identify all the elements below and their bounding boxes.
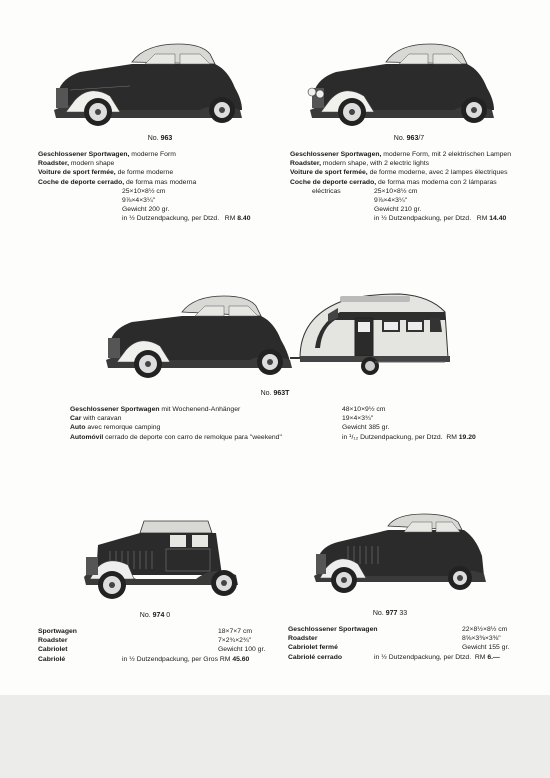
- desc-line: [290, 159, 511, 168]
- item-963t-number: [245, 390, 305, 397]
- price-line: [374, 653, 509, 662]
- desc-line: [70, 433, 282, 442]
- price: 45.60: [232, 655, 250, 663]
- desc-bold: Roadster,: [38, 160, 69, 168]
- car-963-7-illustration: [306, 40, 506, 130]
- desc-line: [288, 653, 378, 662]
- packing: in ¹/₁₂ Dutzendpackung, per Dtzd.: [342, 433, 443, 441]
- desc-rest: de forma mas moderna con 2 lámparas: [376, 178, 497, 186]
- desc-rest: de forma mas moderna: [124, 178, 197, 186]
- price: 14.40: [489, 215, 507, 223]
- packing: in ½ Dutzendpackung, per Gros: [122, 655, 218, 663]
- item-977-number: [360, 610, 420, 617]
- desc-bold: Car: [70, 415, 82, 423]
- number-value: 963T: [273, 390, 290, 397]
- desc-bold: Coche de deporte cerrado,: [38, 178, 125, 186]
- item-963-7-description: [290, 150, 511, 224]
- desc-line: [288, 634, 378, 643]
- desc-rest: mit Wochenend-Anhänger: [159, 406, 241, 413]
- desc-line: [38, 627, 77, 636]
- desc-line: [38, 168, 250, 177]
- number-value: 977: [385, 610, 398, 617]
- desc-rest: with caravan: [81, 415, 122, 423]
- weight: Gewicht 385 gr.: [342, 424, 390, 432]
- desc-bold: Voiture de sport fermée,: [290, 169, 368, 177]
- number-prefix: No.: [393, 135, 405, 142]
- number-prefix: No.: [372, 610, 384, 617]
- currency: RM: [224, 215, 236, 223]
- desc-bold: Coche de deporte cerrado,: [290, 178, 377, 186]
- price-line: [38, 214, 250, 223]
- dims-inch: 9⅞×4×3¼": [374, 197, 408, 205]
- dims-cm: 22×8½×8½ cm: [462, 626, 508, 633]
- dims-cm: 25×10×8½ cm: [122, 187, 166, 195]
- dims-cm: 25×10×8½ cm: [374, 187, 418, 195]
- desc-rest: de forme moderne, avec 2 lampes électriques: [367, 169, 508, 177]
- currency: RM: [476, 215, 488, 223]
- price: 8.40: [237, 215, 251, 223]
- desc-rest: avec remorque camping: [85, 424, 161, 432]
- desc-bold: Auto: [70, 424, 86, 432]
- dims-inch: 19×4×3¾": [342, 415, 374, 423]
- price: 6.—: [487, 653, 500, 661]
- dims-inch: 7×2¾×2¾": [218, 637, 252, 645]
- item-963t-description: [70, 405, 282, 442]
- number-value: 963: [406, 135, 419, 142]
- desc-line: [288, 643, 378, 652]
- weight: Gewicht 155 gr.: [462, 644, 510, 652]
- dims-cm: 18×7×7 cm: [218, 628, 253, 635]
- desc-bold: Geschlossener Sportwagen: [70, 406, 160, 413]
- number-prefix: No.: [147, 135, 159, 142]
- item-977-description: [288, 625, 378, 662]
- number-suffix: /7: [418, 135, 425, 142]
- desc-line: [38, 645, 77, 654]
- car-963t-caravan-illustration: [100, 288, 460, 383]
- car-974-illustration: [76, 515, 246, 607]
- desc-line: [38, 636, 77, 645]
- packing: in ½ Dutzendpackung, per Dtzd.: [374, 215, 472, 223]
- currency: RM: [219, 655, 231, 663]
- desc-bold: Cabriolet: [38, 646, 68, 654]
- desc-line: [288, 625, 378, 634]
- item-974-specs: [122, 627, 265, 664]
- item-963-description: [38, 150, 250, 224]
- desc-bold: Roadster,: [290, 160, 321, 168]
- desc-rest: de forme moderne: [115, 169, 174, 177]
- desc-line: [70, 405, 282, 414]
- desc-line: [70, 423, 282, 432]
- desc-line: [38, 178, 250, 187]
- desc-line: [290, 178, 511, 187]
- desc-bold: Cabriolé cerrado: [288, 653, 343, 661]
- price: 19.20: [458, 433, 476, 441]
- desc-rest: moderne Form: [129, 151, 176, 158]
- weight: Gewicht 100 gr.: [218, 646, 266, 654]
- number-prefix: No.: [139, 612, 151, 619]
- currency: RM: [446, 433, 457, 441]
- item-974-description: [38, 627, 77, 664]
- currency: RM: [474, 653, 486, 661]
- desc-line: [38, 655, 77, 664]
- number-value: 974: [152, 612, 165, 619]
- desc-bold: Geschlossener Sportwagen,: [38, 151, 130, 158]
- price-line: [342, 433, 476, 442]
- price-line: [122, 655, 265, 664]
- number-prefix: No.: [260, 390, 272, 397]
- car-963-illustration: [50, 40, 255, 130]
- item-963t-specs: [342, 405, 476, 442]
- desc-line: [290, 168, 511, 177]
- car-977-illustration: [308, 510, 488, 600]
- dims-inch: 9⅞×4×3¼": [122, 197, 156, 205]
- number-suffix: 33: [397, 610, 408, 617]
- desc-bold: Geschlossener Sportwagen,: [290, 151, 382, 158]
- desc-line: [290, 150, 511, 159]
- number-suffix: 0: [164, 612, 171, 619]
- item-963-number: [140, 135, 180, 142]
- desc-rest: cerrado de deporte con carro de remolque para "weekend": [103, 433, 282, 441]
- desc-bold: Cabriolé: [38, 655, 66, 663]
- desc-line: [38, 150, 250, 159]
- desc-bold: Roadster: [288, 635, 318, 643]
- desc-line: [70, 414, 282, 423]
- desc-bold: Roadster: [38, 637, 68, 645]
- desc-rest: modern shape: [68, 160, 115, 168]
- price-line: [290, 214, 511, 223]
- desc-line: [38, 159, 250, 168]
- number-value: 963: [160, 135, 173, 142]
- desc-extra: eléctricas: [312, 187, 341, 195]
- weight: Gewicht 210 gr.: [374, 206, 422, 214]
- item-963-7-number: [384, 135, 434, 142]
- item-977-specs: [374, 625, 509, 662]
- dims-cm: 48×10×9½ cm: [342, 406, 386, 413]
- weight: Gewicht 200 gr.: [122, 206, 170, 214]
- item-974-number: [130, 612, 180, 619]
- desc-bold: Geschlossener Sportwagen: [288, 626, 378, 633]
- packing: in ½ Dutzendpackung, per Dtzd.: [122, 215, 220, 223]
- dims-inch: 8⅝×3⅜×3⅜": [462, 635, 501, 643]
- desc-rest: moderne Form, mit 2 elektrischen Lampen: [381, 151, 511, 158]
- packing: in ½ Dutzendpackung, per Dtzd.: [374, 653, 472, 661]
- desc-bold: Cabriolet fermé: [288, 644, 338, 652]
- desc-bold: Automóvil: [70, 433, 104, 441]
- desc-bold: Voiture de sport fermée,: [38, 169, 116, 177]
- desc-bold: Sportwagen: [38, 628, 77, 635]
- desc-rest: modern shape, with 2 electric lights: [320, 160, 430, 168]
